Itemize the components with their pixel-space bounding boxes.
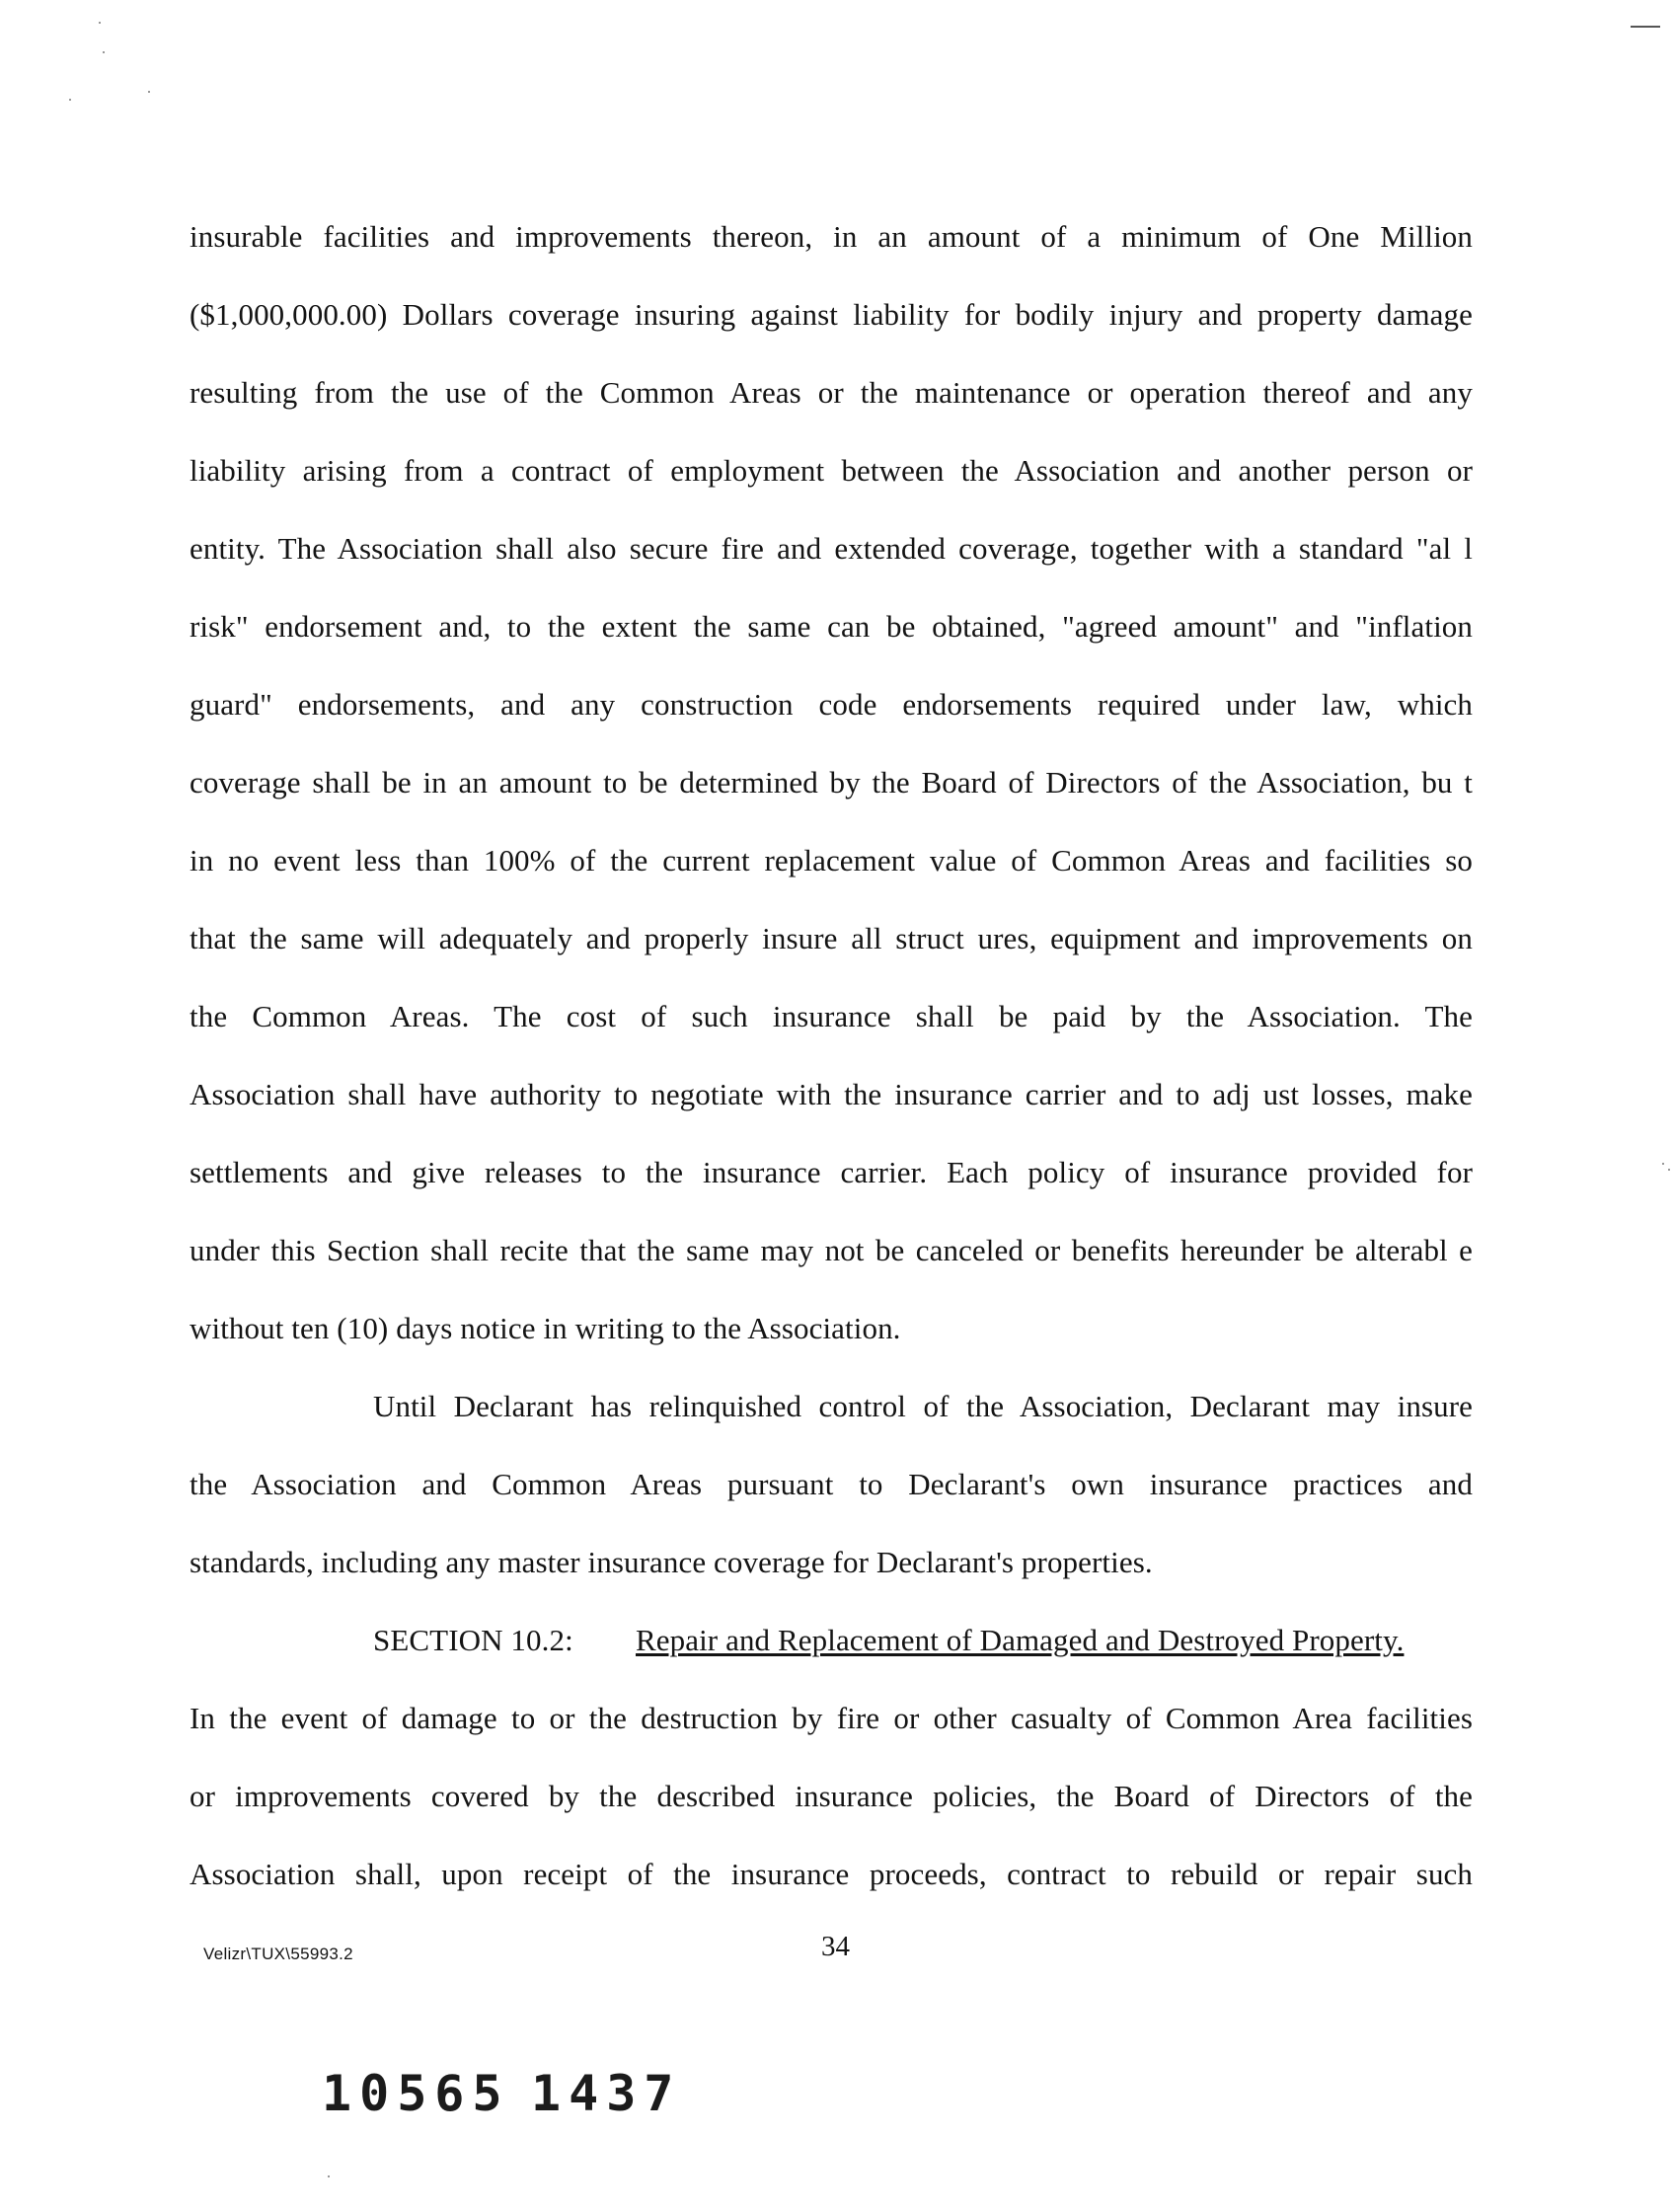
scan-speck [328, 2175, 330, 2177]
body-line: without ten (10) days notice in writing to the Association. [190, 1311, 901, 1345]
section-number: SECTION 10.2: [373, 1623, 573, 1657]
scan-speck [1662, 1163, 1664, 1165]
scan-speck [69, 99, 71, 101]
body-line: risk" endorsement and, to the extent the same can be obtained, "agreed amount" and "inflation [190, 609, 1473, 644]
recording-page-number: 1437 [531, 2065, 682, 2122]
body-line: In the event of damage to or the destruction by fire or other casualty of Common Area facilities [190, 1701, 1473, 1735]
scan-speck [148, 91, 150, 93]
section-heading [373, 1621, 1473, 1660]
body-line: the Common Areas. The cost of such insurance shall be paid by the Association. The [190, 999, 1473, 1033]
recording-volume-number: 10565 [322, 2065, 510, 2122]
page-number: 34 [821, 1931, 850, 1962]
body-line: the Association and Common Areas pursuant to Declarant's own insurance practices and [190, 1467, 1473, 1501]
body-line: liability arising from a contract of employment between the Association and another person or [190, 453, 1473, 488]
body-line: under this Section shall recite that the same may not be canceled or benefits hereunder be alterabl e [190, 1233, 1473, 1267]
edge-mark [1631, 26, 1660, 28]
body-line: entity. The Association shall also secure fire and extended coverage, together with a standard "al l [190, 531, 1473, 566]
body-line: insurable facilities and improvements thereon, in an amount of a minimum of One Million [190, 219, 1473, 254]
body-line: that the same will adequately and properly insure all struct ures, equipment and improvements on [190, 921, 1473, 955]
body-line: settlements and give releases to the insurance carrier. Each policy of insurance provided for [190, 1155, 1473, 1189]
body-line: resulting from the use of the Common Areas or the maintenance or operation thereof and any [190, 375, 1473, 410]
scan-speck [1668, 1169, 1670, 1171]
body-line: Association shall have authority to negotiate with the insurance carrier and to adj ust losses, make [190, 1077, 1473, 1111]
body-line: in no event less than 100% of the current replacement value of Common Areas and facilities so [190, 843, 1473, 877]
body-line: ($1,000,000.00) Dollars coverage insuring against liability for bodily injury and property damage [190, 297, 1473, 332]
scan-speck [99, 22, 101, 24]
body-line: or improvements covered by the described insurance policies, the Board of Directors of the [190, 1779, 1473, 1813]
body-line: coverage shall be in an amount to be determined by the Board of Directors of the Association, bu t [190, 765, 1473, 800]
document-id: Velizr\TUX\55993.2 [203, 1945, 353, 1963]
body-line-indented: Until Declarant has relinquished control of the Association, Declarant may insure [373, 1389, 1473, 1423]
body-line: standards, including any master insurance coverage for Declarant's properties. [190, 1545, 1153, 1579]
section-title: Repair and Replacement of Damaged and Destroyed Property. [636, 1623, 1405, 1657]
scan-speck [103, 51, 105, 53]
body-line: guard" endorsements, and any construction code endorsements required under law, which [190, 687, 1473, 722]
body-line: Association shall, upon receipt of the insurance proceeds, contract to rebuild or repair such [190, 1857, 1473, 1891]
